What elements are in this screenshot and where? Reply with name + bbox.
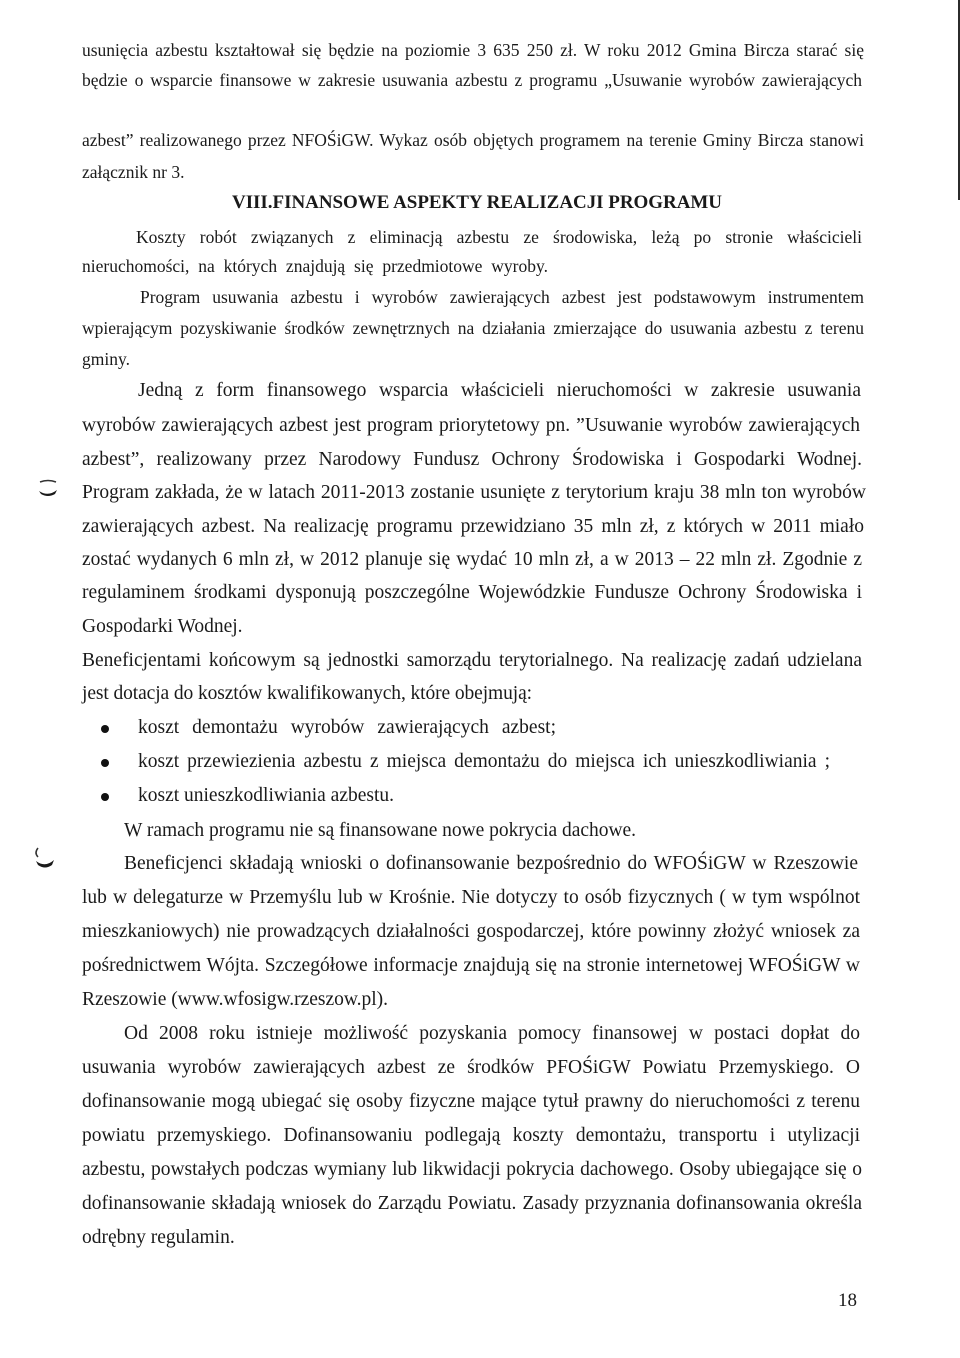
text-line: Jedną z form finansowego wsparcia właścicieli nieruchomości w zakresie usuwania <box>138 380 861 401</box>
text-line: Gospodarki Wodnej. <box>82 616 243 637</box>
bullet-item: koszt przewiezienia azbestu z miejsca demontażu do miejsca ich unieszkodliwiania ; <box>138 751 830 772</box>
page-number: 18 <box>838 1290 857 1311</box>
text-line: Od 2008 roku istnieje możliwość pozyskania pomocy finansowej w postaci dopłat do <box>124 1023 860 1044</box>
text-line: powiatu przemyskiego. Dofinansowaniu podlegają koszty demontażu, transportu i utylizacji <box>82 1125 860 1146</box>
bullet-icon <box>101 725 109 733</box>
bullet-item: koszt unieszkodliwiania azbestu. <box>138 785 394 806</box>
text-line: nieruchomości, na których znajdują się przedmiotowe wyroby. <box>82 256 548 276</box>
text-line: jest dotacja do kosztów kwalifikowanych, które obejmują: <box>82 683 532 704</box>
text-line: regulaminem środkami dysponują poszczególne Wojewódzkie Fundusze Ochrony Środowiska i <box>82 582 862 603</box>
text-line: Beneficjenci składają wnioski o dofinansowanie bezpośrednio do WFOŚiGW w Rzeszowie <box>124 853 858 874</box>
punch-hole-mark <box>36 478 60 498</box>
text-line: azbest”, realizowany przez Narodowy Fundusz Ochrony Środowiska i Gospodarki Wodnej. <box>82 449 862 470</box>
text-line: zawierających azbest. Na realizację programu przewidziano 35 mln zł, z których w 2011 miało <box>82 516 864 537</box>
text-line: wpierającym pozyskiwanie środków zewnętrznych na działania zmierzające do usuwania azbestu z terenu <box>82 318 864 338</box>
text-line: Rzeszowie (www.wfosigw.rzeszow.pl). <box>82 989 388 1010</box>
text-line: Program zakłada, że w latach 2011-2013 zostanie usunięte z terytorium kraju 38 mln ton wyrobów <box>82 482 866 503</box>
text-line: zostać wydanych 6 mln zł, w 2012 planuje się wydać 10 mln zł, a w 2013 – 22 mln zł. Zgodnie z <box>82 549 862 570</box>
text-line: usunięcia azbestu kształtował się będzie na poziomie 3 635 250 zł. W roku 2012 Gmina Bircza starać się <box>82 40 864 60</box>
text-line: pośrednictwem Wójta. Szczegółowe informacje znajdują się na stronie internetowej WFOŚiGW w <box>82 955 860 976</box>
text-line: Beneficjentami końcowym są jednostki samorządu terytorialnego. Na realizację zadań udzielana <box>82 650 862 671</box>
punch-hole-mark <box>32 845 58 871</box>
text-line: Koszty robót związanych z eliminacją azbestu ze środowiska, leżą po stronie właścicieli <box>136 227 862 247</box>
text-line: azbestu, powstałych podczas wymiany lub likwidacji pokrycia dachowego. Osoby ubiegające się o <box>82 1159 862 1180</box>
text-line: Program usuwania azbestu i wyrobów zawierających azbest jest podstawowym instrumentem <box>140 287 864 307</box>
text-line: dofinansowanie składają wniosek do Zarządu Powiatu. Zasady przyznania dofinansowania określa <box>82 1193 862 1214</box>
text-line: dofinansowanie mogą ubiegać się osoby fizyczne mające tytuł prawny do nieruchomości z terenu <box>82 1091 860 1112</box>
text-line: usuwania wyrobów zawierających azbest ze środków PFOŚiGW Powiatu Przemyskiego. O <box>82 1057 860 1078</box>
text-line: odrębny regulamin. <box>82 1227 235 1248</box>
bullet-item: koszt demontażu wyrobów zawierających azbest; <box>138 717 556 738</box>
bullet-icon <box>101 759 109 767</box>
section-heading: VIII.FINANSOWE ASPEKTY REALIZACJI PROGRAMU <box>232 192 722 213</box>
bullet-icon <box>101 793 109 801</box>
text-line: mieszkaniowych) nie prowadzących działalności gospodarczej, które powinny złożyć wniosek za <box>82 921 860 942</box>
text-line: wyrobów zawierających azbest jest program priorytetowy pn. ”Usuwanie wyrobów zawierających <box>82 415 860 436</box>
text-line: azbest” realizowanego przez NFOŚiGW. Wykaz osób objętych programem na terenie Gminy Bircza stanowi <box>82 130 864 150</box>
text-line: W ramach programu nie są finansowane nowe pokrycia dachowe. <box>124 820 637 841</box>
text-line: lub w delegaturze w Przemyślu lub w Krośnie. Nie dotyczy to osób fizycznych ( w tym wspólnot <box>82 887 860 908</box>
text-line: gminy. <box>82 349 130 369</box>
text-line: załącznik nr 3. <box>82 162 185 182</box>
text-line: będzie o wsparcie finansowe w zakresie usuwania azbestu z programu „Usuwanie wyrobów zawierających <box>82 70 862 90</box>
